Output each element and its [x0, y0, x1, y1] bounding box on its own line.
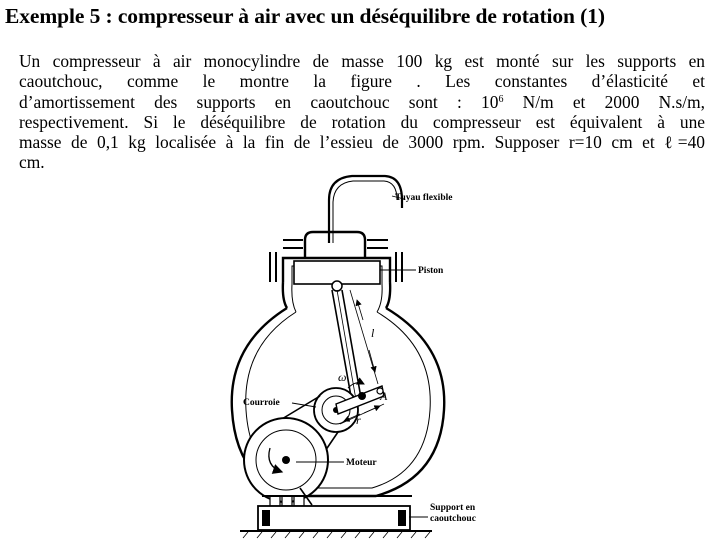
label-belt: Courroie — [243, 398, 280, 408]
symbol-omega: ω — [338, 370, 347, 384]
label-motor: Moteur — [346, 458, 377, 468]
paragraph-line: Un compresseur à air monocylindre de masse 100 kg est monté sur les supports en — [19, 51, 705, 71]
page-title: Exemple 5 : compresseur à air avec un déséquilibre de rotation (1) — [5, 4, 605, 28]
symbol-length: l — [371, 326, 375, 340]
paragraph-line: cm. — [19, 152, 45, 173]
paragraph-text: d’amortissement des supports en caoutchouc sont : 10 — [19, 91, 499, 112]
paragraph-line: masse de 0,1 kg localisée à la fin de l’essieu de 3000 rpm. Supposer r=10 cm et ℓ=40 — [19, 132, 705, 153]
rubber-supports — [262, 496, 412, 506]
paragraph-text: N/m et 2000 N.s/m, — [503, 91, 705, 112]
symbol-radius: r — [356, 413, 361, 427]
exponent: 6 — [498, 93, 504, 105]
label-support-1: Support en — [430, 503, 476, 513]
symbol-point: A — [380, 389, 388, 403]
label-hose: Tuyau flexible — [395, 193, 453, 203]
paragraph-line: caoutchouc, comme le montre la figure . Les constantes d’élasticité et — [19, 71, 705, 92]
label-piston: Piston — [418, 266, 444, 276]
label-support-2: caoutchouc — [430, 514, 476, 524]
mounting-base — [258, 506, 410, 530]
paragraph-line: respectivement. Si le déséquilibre de rotation du compresseur est équivalent à une — [19, 111, 705, 132]
unbalance-mass — [358, 392, 366, 400]
